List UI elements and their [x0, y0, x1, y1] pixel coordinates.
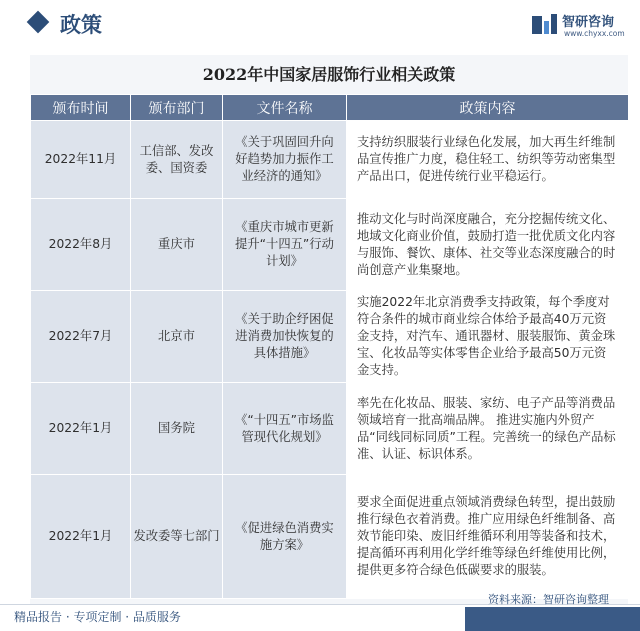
cell-date: 2022年11月: [31, 121, 131, 199]
cell-content: 实施2022年北京消费季支持政策，每个季度对符合条件的城市商业综合体给予最高40万元资金支持，对汽车、通讯器材、服装服饰、黄金珠宝、化妆品等实体零售企业给予最高50万元资金支持。: [347, 291, 629, 383]
brand-logo-icon: [530, 12, 560, 38]
policy-table: [30, 94, 629, 599]
brand-logo: [530, 8, 630, 44]
brand-name: 智研咨询: [562, 15, 615, 30]
table-title: 2022年中国家居服饰行业相关政策: [202, 65, 456, 84]
footer-slogan: 精品报告 · 专项定制 · 品质服务: [14, 610, 181, 624]
cell-date: 2022年1月: [31, 383, 131, 475]
diamond-icon: [27, 11, 50, 34]
source-note: 资料来源：智研咨询整理: [488, 593, 609, 606]
cell-dept: 国务院: [131, 383, 223, 475]
section-title: 政策: [60, 12, 102, 37]
brand-url: www.chyxx.com: [564, 29, 625, 38]
cell-doc: 《重庆市城市更新提升“十四五”行动计划》: [223, 199, 347, 291]
cell-doc: 《“十四五”市场监管现代化规划》: [223, 383, 347, 475]
cell-doc: 《关于助企纾困促进消费加快恢复的具体措施》: [223, 291, 347, 383]
table-row: [31, 475, 629, 599]
table-row: [31, 383, 629, 475]
cell-dept: 北京市: [131, 291, 223, 383]
cell-date: 2022年1月: [31, 475, 131, 599]
cell-content: 要求全面促进重点领域消费绿色转型，提出鼓励推行绿色衣着消费。推广应用绿色纤维制备、高效节能印染、废旧纤维循环利用等装备和技术，提高循环再利用化学纤维等绿色纤维使用比例，提供更多符合绿色低碳要求的服装。: [347, 475, 629, 599]
cell-date: 2022年8月: [31, 199, 131, 291]
cell-dept: 工信部、发改委、国资委: [131, 121, 223, 199]
cell-doc: 《促进绿色消费实施方案》: [223, 475, 347, 599]
table-header-row: [31, 95, 629, 121]
cell-content: 推动文化与时尚深度融合，充分挖掘传统文化、地域文化商业价值，鼓励打造一批优质文化内容与服饰、餐饮、康体、社交等业态深度融合的时尚创意产业集聚地。: [347, 199, 629, 291]
cell-dept: 重庆市: [131, 199, 223, 291]
cell-dept: 发改委等七部门: [131, 475, 223, 599]
column-header-dept: 颁布部门: [131, 95, 223, 121]
cell-content: 支持纺织服装行业绿色化发展，加大再生纤维制品宣传推广力度，稳住轻工、纺织等劳动密集型产品出口，促进传统行业平稳运行。: [347, 121, 629, 199]
column-header-date: 颁布时间: [31, 95, 131, 121]
column-header-doc: 文件名称: [223, 95, 347, 121]
page-header: [0, 0, 640, 48]
footer-bar: [465, 607, 640, 631]
cell-content: 率先在化妆品、服装、家纺、电子产品等消费品领域培育一批高端品牌。 推进实施内外贸产品“同线同标同质”工程。完善统一的绿色产品标准、认证、标识体系。: [347, 383, 629, 475]
cell-doc: 《关于巩固回升向好趋势加力振作工业经济的通知》: [223, 121, 347, 199]
table-row: [31, 291, 629, 383]
table-row: [31, 199, 629, 291]
policy-table-panel: [30, 55, 628, 604]
table-row: [31, 121, 629, 199]
cell-date: 2022年7月: [31, 291, 131, 383]
column-header-content: 政策内容: [347, 95, 629, 121]
